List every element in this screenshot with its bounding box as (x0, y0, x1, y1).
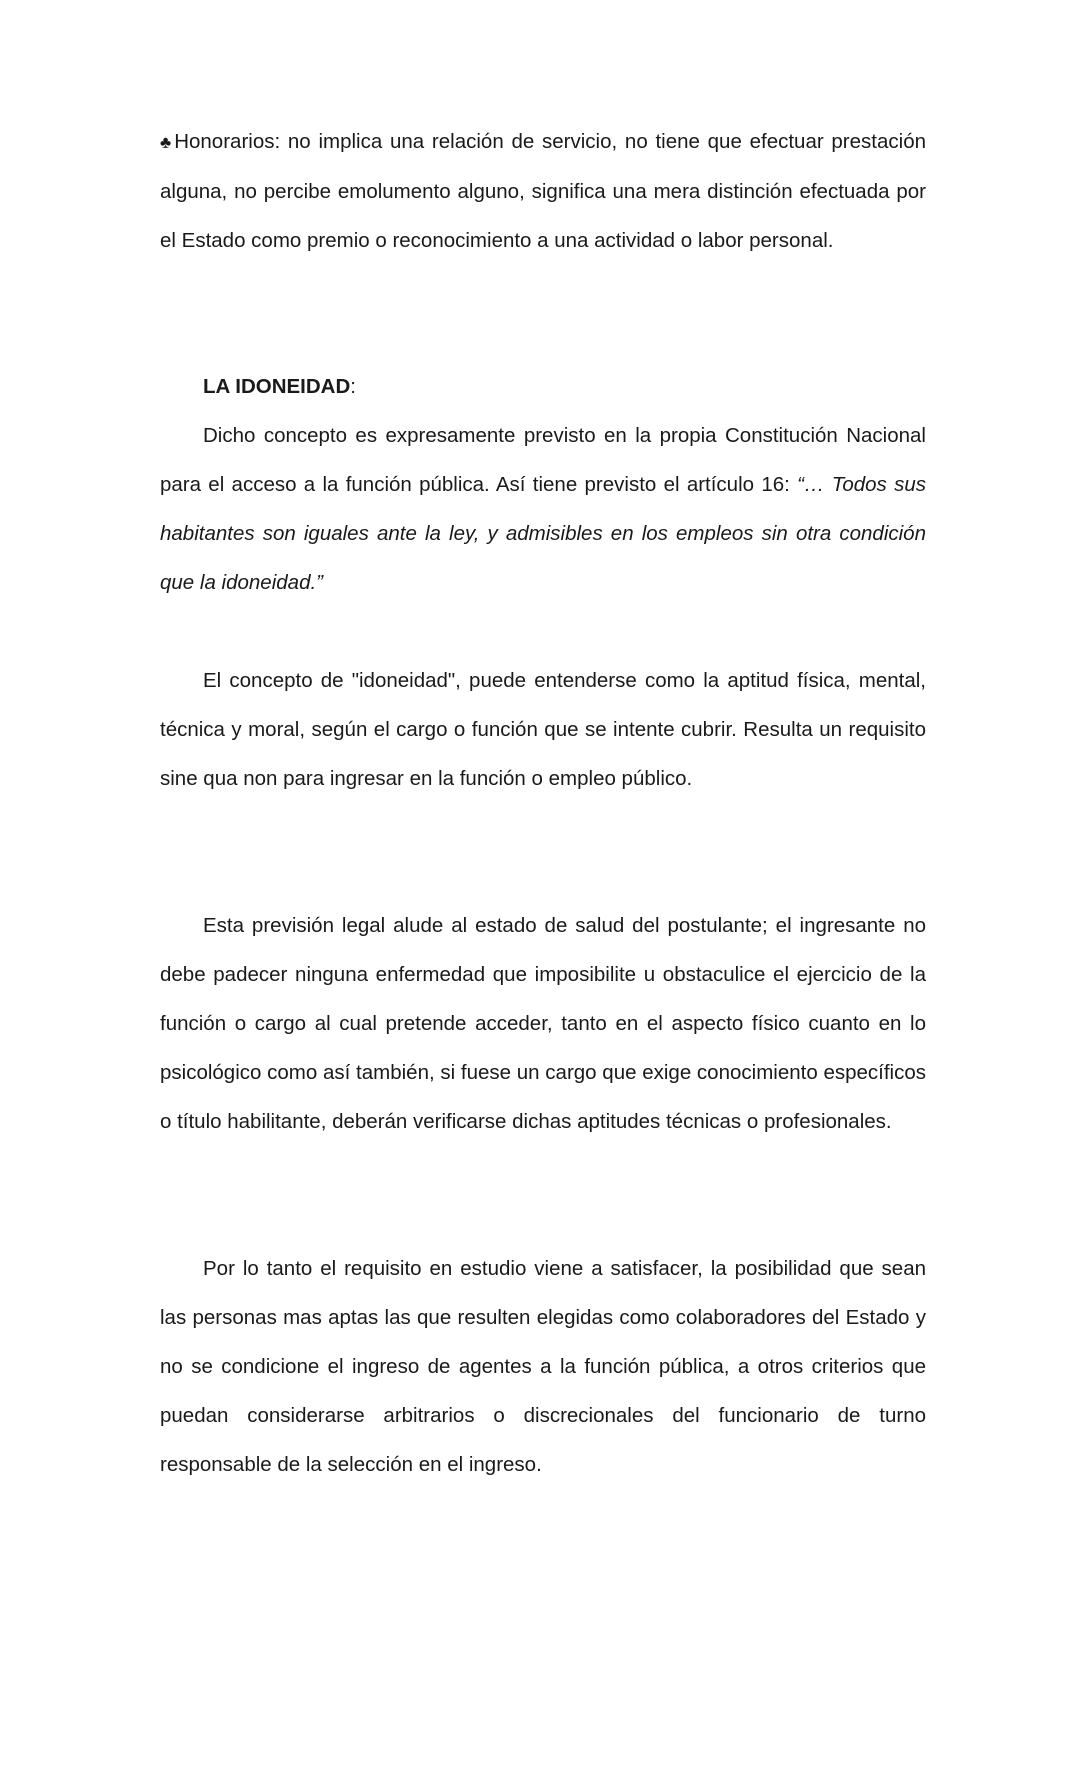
idoneidad-paragraph-4: Por lo tanto el requisito en estudio viene a satisfacer, la posibilidad que sean las personas mas aptas las que resulten elegidas como colaboradores del Estado y no se condicione el ingreso de agentes a la función pública, a otros criterios que puedan considerarse arbitrarios o discrecionales del funcionario de turno responsable de la selección en el ingreso. (160, 1257, 926, 1476)
section-heading-title: LA IDONEIDAD (203, 375, 351, 398)
club-bullet-icon: ♣ (160, 133, 174, 152)
honorarios-paragraph (160, 117, 926, 265)
paragraph-1-text: Dicho concepto es expresamente previsto en la propia Constitución Nacional para el acceso a la función pública. Así tiene previsto el artículo 16: (160, 424, 926, 496)
idoneidad-paragraph-2: El concepto de "idoneidad", puede entenderse como la aptitud física, mental, técnica y moral, según el cargo o función que se intente cubrir. Resulta un requisito sine qua non para ingresar en la función o empleo público. (160, 669, 926, 790)
section-heading-colon: : (350, 375, 356, 398)
idoneidad-paragraph-1 (160, 411, 926, 607)
idoneidad-paragraph-3: Esta previsión legal alude al estado de salud del postulante; el ingresante no debe padecer ninguna enfermedad que imposibilite u obstaculice el ejercicio de la función o cargo al cual pretende acceder, tanto en el aspecto físico cuanto en lo psicológico como así también, si fuese un cargo que exige conocimiento específicos o título habilitante, deberán verificarse dichas aptitudes técnicas o profesionales. (160, 914, 926, 1133)
honorarios-text: Honorarios: no implica una relación de servicio, no tiene que efectuar prestación alguna, no percibe emolumento alguno, significa una mera distinción efectuada por el Estado como premio o reconocimiento a una actividad o labor personal. (160, 130, 926, 252)
section-heading (203, 362, 356, 411)
constitution-quote: “… Todos sus habitantes son iguales ante la ley, y admisibles en los empleos sin otra condición que la idoneidad.” (160, 473, 926, 594)
